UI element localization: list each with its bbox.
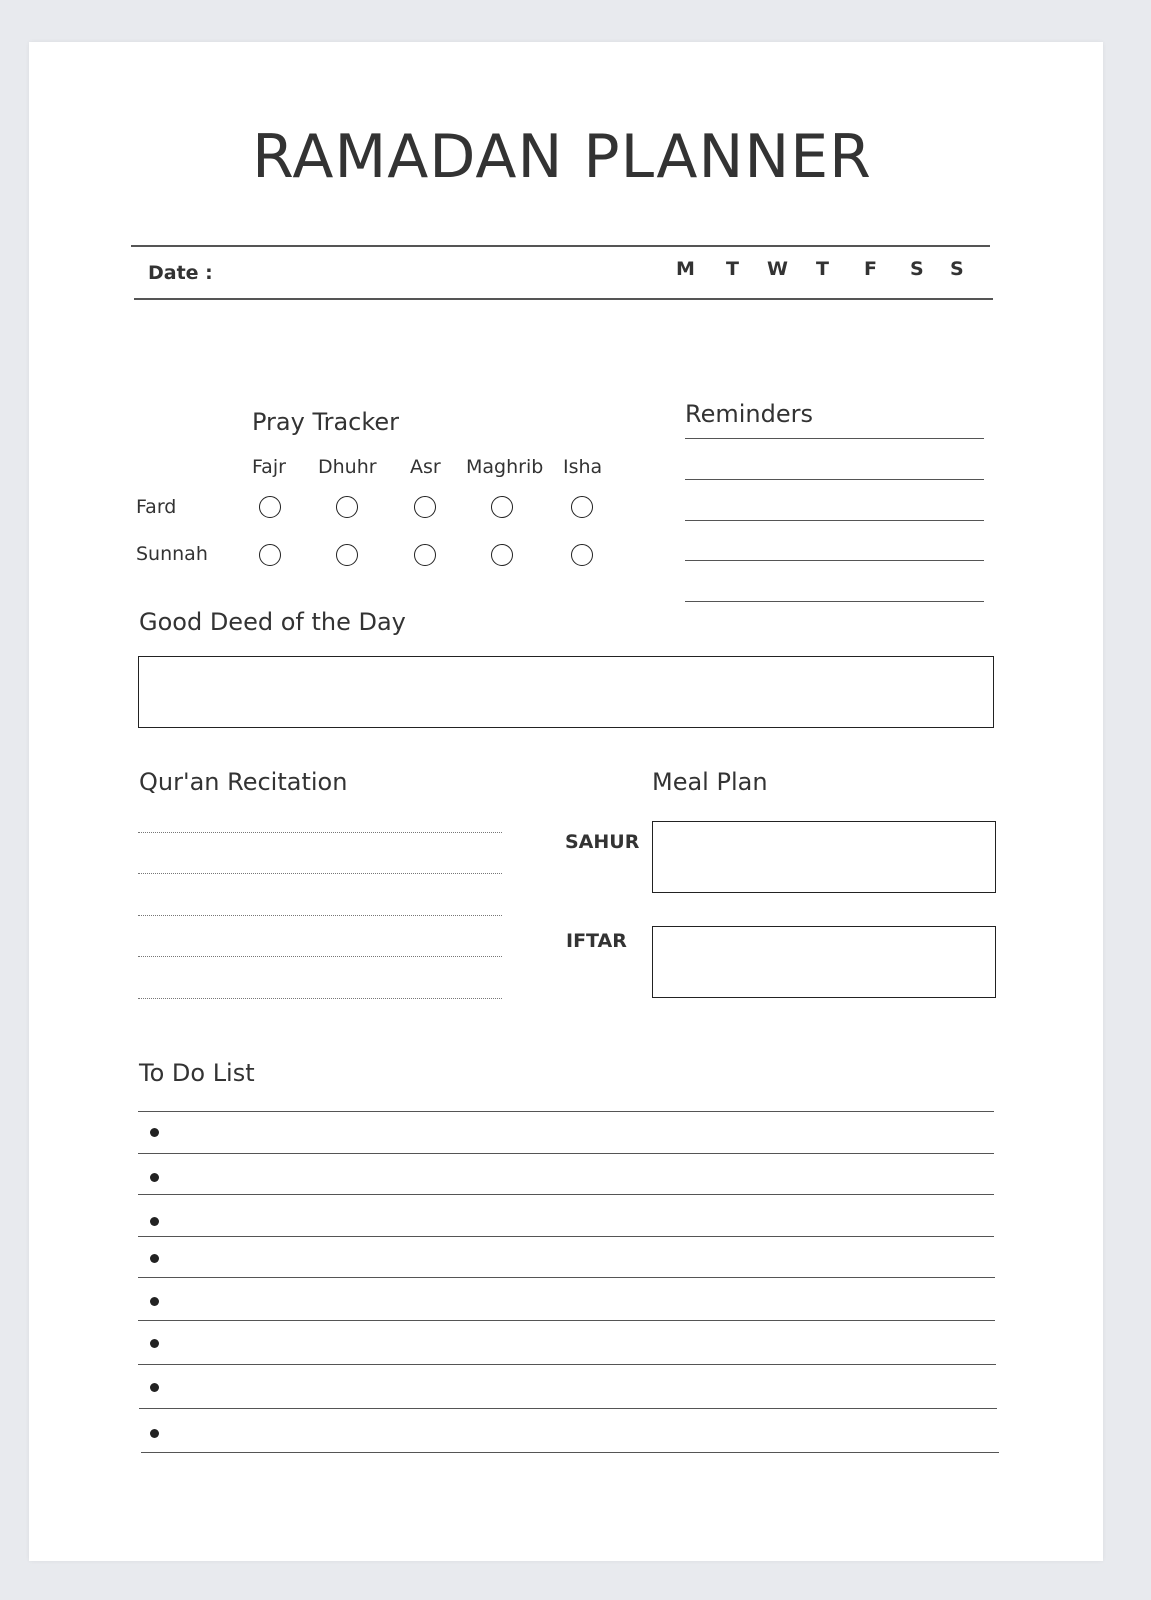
- todo-line[interactable]: [139, 1408, 997, 1409]
- sunnah-isha-checkbox[interactable]: [571, 544, 593, 566]
- prayer-label-asr: Asr: [410, 456, 441, 478]
- iftar-box[interactable]: [652, 926, 996, 998]
- quran-line[interactable]: [138, 998, 502, 999]
- todo-bullet: [150, 1254, 159, 1263]
- reminder-line[interactable]: [685, 520, 984, 521]
- todo-bullet: [150, 1297, 159, 1306]
- todo-bullet: [150, 1128, 159, 1137]
- fard-fajr-checkbox[interactable]: [259, 496, 281, 518]
- quran-line[interactable]: [138, 956, 502, 957]
- good-deed-box[interactable]: [138, 656, 994, 728]
- todo-bullet: [150, 1173, 159, 1182]
- quran-line[interactable]: [138, 832, 502, 833]
- sunnah-asr-checkbox[interactable]: [414, 544, 436, 566]
- todo-bullet: [150, 1429, 159, 1438]
- iftar-label: IFTAR: [566, 930, 627, 952]
- todo-bullet: [150, 1383, 159, 1392]
- weekday-wednesday[interactable]: W: [767, 258, 788, 280]
- sahur-label: SAHUR: [565, 831, 640, 853]
- todo-line[interactable]: [141, 1452, 999, 1453]
- sunnah-dhuhr-checkbox[interactable]: [336, 544, 358, 566]
- prayer-label-maghrib: Maghrib: [466, 456, 544, 478]
- row-label-fard: Fard: [136, 496, 177, 518]
- fard-dhuhr-checkbox[interactable]: [336, 496, 358, 518]
- weekday-friday[interactable]: F: [864, 258, 877, 280]
- todo-line[interactable]: [138, 1364, 996, 1365]
- quran-line[interactable]: [138, 915, 502, 916]
- todo-bullet: [150, 1339, 159, 1348]
- date-field[interactable]: [200, 258, 640, 288]
- todo-line[interactable]: [138, 1236, 994, 1237]
- reminder-line[interactable]: [685, 479, 984, 480]
- weekday-sunday[interactable]: S: [950, 258, 964, 280]
- date-bar-top-rule: [131, 245, 990, 247]
- fard-maghrib-checkbox[interactable]: [491, 496, 513, 518]
- weekday-tuesday[interactable]: T: [726, 258, 739, 280]
- date-bar-bottom-rule: [134, 298, 993, 300]
- prayer-label-dhuhr: Dhuhr: [318, 456, 377, 478]
- prayer-label-isha: Isha: [563, 456, 603, 478]
- date-label: Date :: [148, 262, 213, 284]
- weekday-saturday[interactable]: S: [910, 258, 924, 280]
- meal-plan-heading: Meal Plan: [652, 768, 768, 796]
- todo-line[interactable]: [138, 1320, 995, 1321]
- todo-bullet: [150, 1217, 159, 1226]
- weekday-thursday[interactable]: T: [816, 258, 829, 280]
- reminder-line[interactable]: [685, 560, 984, 561]
- todo-line[interactable]: [138, 1194, 994, 1195]
- sahur-box[interactable]: [652, 821, 996, 893]
- sunnah-fajr-checkbox[interactable]: [259, 544, 281, 566]
- page-title: RAMADAN PLANNER: [252, 122, 872, 192]
- row-label-sunnah: Sunnah: [136, 543, 208, 565]
- reminder-line[interactable]: [685, 601, 984, 602]
- quran-heading: Qur'an Recitation: [139, 768, 348, 796]
- todo-heading: To Do List: [139, 1059, 255, 1087]
- todo-line[interactable]: [138, 1153, 994, 1154]
- pray-tracker-heading: Pray Tracker: [252, 408, 400, 436]
- fard-isha-checkbox[interactable]: [571, 496, 593, 518]
- todo-line[interactable]: [138, 1277, 995, 1278]
- prayer-label-fajr: Fajr: [252, 456, 286, 478]
- todo-top-rule: [138, 1111, 994, 1112]
- reminder-line[interactable]: [685, 438, 984, 439]
- sunnah-maghrib-checkbox[interactable]: [491, 544, 513, 566]
- weekday-monday[interactable]: M: [676, 258, 695, 280]
- fard-asr-checkbox[interactable]: [414, 496, 436, 518]
- good-deed-heading: Good Deed of the Day: [139, 608, 406, 636]
- quran-line[interactable]: [138, 873, 502, 874]
- reminders-heading: Reminders: [685, 400, 813, 428]
